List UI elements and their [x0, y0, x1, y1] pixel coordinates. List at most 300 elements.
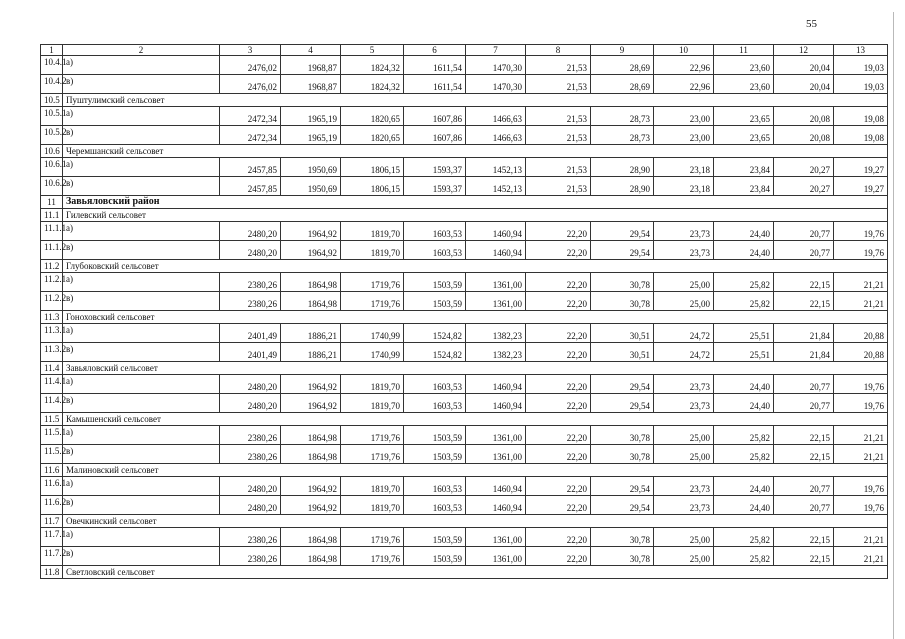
section-name: Светловский сельсовет [63, 566, 888, 579]
row-code: 11.8 [41, 566, 63, 579]
table-cell: 1603,53 [404, 375, 466, 394]
table-cell: 1968,87 [281, 56, 341, 75]
table-cell: 1361,00 [466, 273, 526, 292]
table-cell: 23,73 [654, 222, 714, 241]
table-cell: 1819,70 [341, 477, 404, 496]
table-cell: 1719,76 [341, 528, 404, 547]
column-header: 13 [834, 45, 888, 56]
table-cell: 1964,92 [281, 375, 341, 394]
section-name: Камышенский сельсовет [63, 413, 888, 426]
column-header: 7 [466, 45, 526, 56]
table-cell: 22,96 [654, 56, 714, 75]
table-cell: 21,53 [526, 177, 591, 196]
section-name: Гоноховский сельсовет [63, 311, 888, 324]
section-row [41, 311, 888, 324]
row-label: а) [63, 477, 220, 496]
row-code: 11.3 [41, 311, 63, 324]
table-cell: 22,20 [526, 426, 591, 445]
table-cell: 29,54 [591, 477, 654, 496]
row-label: а) [63, 375, 220, 394]
section-row [41, 196, 888, 209]
table-cell: 23,65 [714, 107, 774, 126]
table-cell: 19,03 [834, 56, 888, 75]
table-cell: 25,82 [714, 426, 774, 445]
table-cell: 22,20 [526, 528, 591, 547]
table-cell: 1819,70 [341, 241, 404, 260]
table-row [41, 273, 888, 292]
table-row [41, 241, 888, 260]
row-code: 11.5.1 [41, 426, 63, 445]
table-cell: 22,15 [774, 292, 834, 311]
table-cell: 1740,99 [341, 324, 404, 343]
table-cell: 2480,20 [220, 496, 281, 515]
row-code: 10.6.1 [41, 158, 63, 177]
table-cell: 23,60 [714, 75, 774, 94]
row-label: в) [63, 75, 220, 94]
table-cell: 1460,94 [466, 375, 526, 394]
table-cell: 30,78 [591, 426, 654, 445]
table-cell: 25,00 [654, 426, 714, 445]
table-cell: 1607,86 [404, 107, 466, 126]
table-cell: 19,08 [834, 126, 888, 145]
row-code: 11.1.1 [41, 222, 63, 241]
table-cell: 2480,20 [220, 241, 281, 260]
table-cell: 1864,98 [281, 273, 341, 292]
table-row [41, 56, 888, 75]
table-cell: 22,20 [526, 343, 591, 362]
table-cell: 2480,20 [220, 222, 281, 241]
page-edge-rule [893, 12, 894, 639]
table-cell: 19,76 [834, 477, 888, 496]
table-cell: 2401,49 [220, 343, 281, 362]
row-label: а) [63, 107, 220, 126]
section-row [41, 464, 888, 477]
table-cell: 24,72 [654, 343, 714, 362]
table-cell: 23,18 [654, 177, 714, 196]
table-cell: 29,54 [591, 222, 654, 241]
table-cell: 25,82 [714, 528, 774, 547]
column-header: 5 [341, 45, 404, 56]
table-cell: 23,73 [654, 375, 714, 394]
table-cell: 1965,19 [281, 107, 341, 126]
table-cell: 21,21 [834, 445, 888, 464]
table-cell: 1361,00 [466, 426, 526, 445]
table-cell: 23,73 [654, 477, 714, 496]
row-code: 11.3.1 [41, 324, 63, 343]
row-code: 11.7.2 [41, 547, 63, 566]
table-cell: 1470,30 [466, 75, 526, 94]
table-row [41, 343, 888, 362]
table-cell: 1603,53 [404, 477, 466, 496]
table-cell: 30,78 [591, 547, 654, 566]
table-cell: 23,73 [654, 241, 714, 260]
table-cell: 20,77 [774, 241, 834, 260]
row-code: 10.6.2 [41, 177, 63, 196]
table-cell: 1361,00 [466, 528, 526, 547]
table-cell: 23,00 [654, 126, 714, 145]
row-code: 10.6 [41, 145, 63, 158]
row-code: 11.4 [41, 362, 63, 375]
table-cell: 2476,02 [220, 75, 281, 94]
table-cell: 22,20 [526, 273, 591, 292]
table-cell: 2476,02 [220, 56, 281, 75]
table-cell: 1603,53 [404, 496, 466, 515]
table-cell: 20,04 [774, 75, 834, 94]
section-row [41, 362, 888, 375]
section-row [41, 260, 888, 273]
table-cell: 22,20 [526, 477, 591, 496]
table-cell: 30,78 [591, 528, 654, 547]
section-name: Завьяловский сельсовет [63, 362, 888, 375]
table-cell: 24,40 [714, 477, 774, 496]
table-cell: 20,27 [774, 177, 834, 196]
table-cell: 22,15 [774, 528, 834, 547]
section-row [41, 515, 888, 528]
table-cell: 23,65 [714, 126, 774, 145]
table-cell: 21,53 [526, 158, 591, 177]
table-cell: 19,76 [834, 222, 888, 241]
table-cell: 30,51 [591, 343, 654, 362]
row-label: в) [63, 241, 220, 260]
table-cell: 29,54 [591, 375, 654, 394]
table-cell: 1864,98 [281, 426, 341, 445]
row-label: в) [63, 177, 220, 196]
table-cell: 20,08 [774, 107, 834, 126]
table-cell: 22,20 [526, 445, 591, 464]
table-cell: 22,15 [774, 273, 834, 292]
table-cell: 1382,23 [466, 324, 526, 343]
table-cell: 28,90 [591, 158, 654, 177]
row-code: 11.5.2 [41, 445, 63, 464]
row-code: 11.6 [41, 464, 63, 477]
section-name: Завьяловский район [63, 196, 888, 209]
table-cell: 23,84 [714, 158, 774, 177]
column-header: 6 [404, 45, 466, 56]
table-cell: 1964,92 [281, 394, 341, 413]
table-cell: 1361,00 [466, 445, 526, 464]
table-cell: 19,27 [834, 177, 888, 196]
table-cell: 20,77 [774, 477, 834, 496]
table-cell: 21,53 [526, 56, 591, 75]
table-cell: 22,20 [526, 496, 591, 515]
table-cell: 25,82 [714, 292, 774, 311]
section-row [41, 413, 888, 426]
table-cell: 23,73 [654, 496, 714, 515]
table-cell: 1607,86 [404, 126, 466, 145]
table-cell: 1503,59 [404, 547, 466, 566]
table-cell: 25,00 [654, 528, 714, 547]
section-row [41, 145, 888, 158]
table-cell: 1965,19 [281, 126, 341, 145]
table-cell: 28,73 [591, 107, 654, 126]
table-cell: 1503,59 [404, 426, 466, 445]
row-label: а) [63, 56, 220, 75]
section-row [41, 209, 888, 222]
table-cell: 1964,92 [281, 241, 341, 260]
table-cell: 21,53 [526, 107, 591, 126]
row-label: в) [63, 343, 220, 362]
table-cell: 22,20 [526, 375, 591, 394]
table-header-row [41, 45, 888, 56]
table-cell: 30,78 [591, 445, 654, 464]
table-cell: 1864,98 [281, 528, 341, 547]
table-cell: 1968,87 [281, 75, 341, 94]
table-cell: 1820,65 [341, 126, 404, 145]
table-cell: 1806,15 [341, 177, 404, 196]
row-code: 11.4.2 [41, 394, 63, 413]
table-cell: 22,15 [774, 547, 834, 566]
section-row [41, 94, 888, 107]
table-cell: 1964,92 [281, 222, 341, 241]
table-cell: 1719,76 [341, 273, 404, 292]
row-code: 11.1.2 [41, 241, 63, 260]
table-cell: 1950,69 [281, 158, 341, 177]
table-row [41, 107, 888, 126]
row-code: 11.6.2 [41, 496, 63, 515]
table-cell: 22,96 [654, 75, 714, 94]
table-body [41, 56, 888, 579]
table-cell: 1460,94 [466, 477, 526, 496]
row-label: а) [63, 528, 220, 547]
row-label: в) [63, 445, 220, 464]
table-cell: 24,40 [714, 241, 774, 260]
table-cell: 21,84 [774, 324, 834, 343]
section-name: Малиновский сельсовет [63, 464, 888, 477]
table-cell: 1864,98 [281, 445, 341, 464]
table-cell: 1819,70 [341, 222, 404, 241]
table-cell: 29,54 [591, 241, 654, 260]
table-cell: 21,21 [834, 528, 888, 547]
row-code: 11.1 [41, 209, 63, 222]
table-row [41, 75, 888, 94]
table-cell: 30,78 [591, 273, 654, 292]
table-cell: 1361,00 [466, 292, 526, 311]
row-code: 11.2.2 [41, 292, 63, 311]
table-cell: 23,60 [714, 56, 774, 75]
table-cell: 1382,23 [466, 343, 526, 362]
table-cell: 1503,59 [404, 292, 466, 311]
table-row [41, 496, 888, 515]
table-cell: 20,77 [774, 394, 834, 413]
row-code: 11.7 [41, 515, 63, 528]
table-cell: 20,04 [774, 56, 834, 75]
section-name: Черемшанский сельсовет [63, 145, 888, 158]
table-cell: 25,82 [714, 547, 774, 566]
table-cell: 21,53 [526, 75, 591, 94]
table-row [41, 547, 888, 566]
row-code: 11 [41, 196, 63, 209]
table-cell: 19,03 [834, 75, 888, 94]
row-code: 11.2 [41, 260, 63, 273]
table-cell: 1719,76 [341, 547, 404, 566]
table-cell: 2480,20 [220, 375, 281, 394]
table-cell: 1593,37 [404, 177, 466, 196]
table-cell: 1603,53 [404, 241, 466, 260]
table-row [41, 528, 888, 547]
column-header: 2 [63, 45, 220, 56]
section-name: Глубоковский сельсовет [63, 260, 888, 273]
table-cell: 1886,21 [281, 343, 341, 362]
row-code: 11.2.1 [41, 273, 63, 292]
column-header: 10 [654, 45, 714, 56]
table-cell: 2380,26 [220, 273, 281, 292]
table-cell: 2480,20 [220, 477, 281, 496]
table-cell: 1820,65 [341, 107, 404, 126]
table-cell: 22,15 [774, 445, 834, 464]
table-cell: 22,15 [774, 426, 834, 445]
table-cell: 28,73 [591, 126, 654, 145]
table-cell: 25,00 [654, 547, 714, 566]
table-cell: 30,78 [591, 292, 654, 311]
table-row [41, 158, 888, 177]
table-cell: 1603,53 [404, 222, 466, 241]
table-cell: 25,00 [654, 292, 714, 311]
table-cell: 1361,00 [466, 547, 526, 566]
table-row [41, 426, 888, 445]
table-cell: 1470,30 [466, 56, 526, 75]
table-cell: 23,73 [654, 394, 714, 413]
table-cell: 2380,26 [220, 445, 281, 464]
table-cell: 2380,26 [220, 528, 281, 547]
table-cell: 23,84 [714, 177, 774, 196]
table-cell: 1452,13 [466, 158, 526, 177]
table-cell: 1719,76 [341, 445, 404, 464]
row-label: в) [63, 292, 220, 311]
table-cell: 22,20 [526, 324, 591, 343]
table-cell: 20,77 [774, 222, 834, 241]
table-cell: 2472,34 [220, 126, 281, 145]
table-cell: 1593,37 [404, 158, 466, 177]
row-code: 10.5.1 [41, 107, 63, 126]
table-cell: 2457,85 [220, 177, 281, 196]
table-row [41, 177, 888, 196]
row-label: в) [63, 126, 220, 145]
table-cell: 1460,94 [466, 222, 526, 241]
table-cell: 21,21 [834, 273, 888, 292]
table-row [41, 477, 888, 496]
table-cell: 2480,20 [220, 394, 281, 413]
table-cell: 19,76 [834, 496, 888, 515]
table-cell: 20,27 [774, 158, 834, 177]
table-cell: 1719,76 [341, 426, 404, 445]
table-cell: 28,90 [591, 177, 654, 196]
table-cell: 1460,94 [466, 394, 526, 413]
table-cell: 2380,26 [220, 426, 281, 445]
table-cell: 28,69 [591, 75, 654, 94]
row-label: а) [63, 324, 220, 343]
row-code: 11.3.2 [41, 343, 63, 362]
table-cell: 1524,82 [404, 324, 466, 343]
table-cell: 2457,85 [220, 158, 281, 177]
table-cell: 19,76 [834, 241, 888, 260]
table-cell: 1503,59 [404, 273, 466, 292]
table-cell: 1824,32 [341, 75, 404, 94]
row-label: в) [63, 394, 220, 413]
table-cell: 1950,69 [281, 177, 341, 196]
row-code: 11.7.1 [41, 528, 63, 547]
table-cell: 1886,21 [281, 324, 341, 343]
table-cell: 1460,94 [466, 241, 526, 260]
column-header: 8 [526, 45, 591, 56]
table-cell: 22,20 [526, 547, 591, 566]
table-cell: 1460,94 [466, 496, 526, 515]
table-cell: 20,88 [834, 343, 888, 362]
table-cell: 1819,70 [341, 496, 404, 515]
table-cell: 1740,99 [341, 343, 404, 362]
table-cell: 1819,70 [341, 394, 404, 413]
row-label: а) [63, 158, 220, 177]
table-cell: 1824,32 [341, 56, 404, 75]
table-cell: 1864,98 [281, 292, 341, 311]
table-cell: 22,20 [526, 292, 591, 311]
table-cell: 20,88 [834, 324, 888, 343]
table-cell: 19,76 [834, 394, 888, 413]
table-cell: 2472,34 [220, 107, 281, 126]
table-cell: 1719,76 [341, 292, 404, 311]
table-cell: 1964,92 [281, 477, 341, 496]
table-cell: 21,84 [774, 343, 834, 362]
table-cell: 19,08 [834, 107, 888, 126]
table-cell: 24,40 [714, 375, 774, 394]
table-cell: 23,18 [654, 158, 714, 177]
row-code: 10.4.1 [41, 56, 63, 75]
table-cell: 22,20 [526, 222, 591, 241]
table-cell: 22,20 [526, 241, 591, 260]
table-cell: 25,00 [654, 445, 714, 464]
table-cell: 1864,98 [281, 547, 341, 566]
table-cell: 30,51 [591, 324, 654, 343]
table-cell: 25,82 [714, 273, 774, 292]
table-cell: 25,51 [714, 343, 774, 362]
tariff-table [40, 44, 888, 579]
row-label: а) [63, 426, 220, 445]
page-number: 55 [806, 18, 817, 30]
row-label: а) [63, 273, 220, 292]
row-label: в) [63, 496, 220, 515]
table-cell: 1964,92 [281, 496, 341, 515]
table-cell: 1466,63 [466, 107, 526, 126]
table-cell: 1452,13 [466, 177, 526, 196]
table-cell: 1503,59 [404, 445, 466, 464]
table-cell: 21,21 [834, 426, 888, 445]
table-cell: 28,69 [591, 56, 654, 75]
table-cell: 1503,59 [404, 528, 466, 547]
table-cell: 24,72 [654, 324, 714, 343]
column-header: 3 [220, 45, 281, 56]
table-cell: 22,20 [526, 394, 591, 413]
row-code: 11.4.1 [41, 375, 63, 394]
table-row [41, 394, 888, 413]
table-row [41, 126, 888, 145]
table-cell: 1819,70 [341, 375, 404, 394]
table-cell: 19,76 [834, 375, 888, 394]
table-cell: 23,00 [654, 107, 714, 126]
table-cell: 1524,82 [404, 343, 466, 362]
table-cell: 2380,26 [220, 547, 281, 566]
section-name: Овечкинский сельсовет [63, 515, 888, 528]
column-header: 12 [774, 45, 834, 56]
table-cell: 2380,26 [220, 292, 281, 311]
row-label: в) [63, 547, 220, 566]
row-label: а) [63, 222, 220, 241]
table-cell: 25,82 [714, 445, 774, 464]
table-cell: 1806,15 [341, 158, 404, 177]
row-code: 10.4.2 [41, 75, 63, 94]
table-row [41, 324, 888, 343]
table-cell: 1611,54 [404, 56, 466, 75]
section-name: Гилевский сельсовет [63, 209, 888, 222]
table-cell: 21,21 [834, 292, 888, 311]
